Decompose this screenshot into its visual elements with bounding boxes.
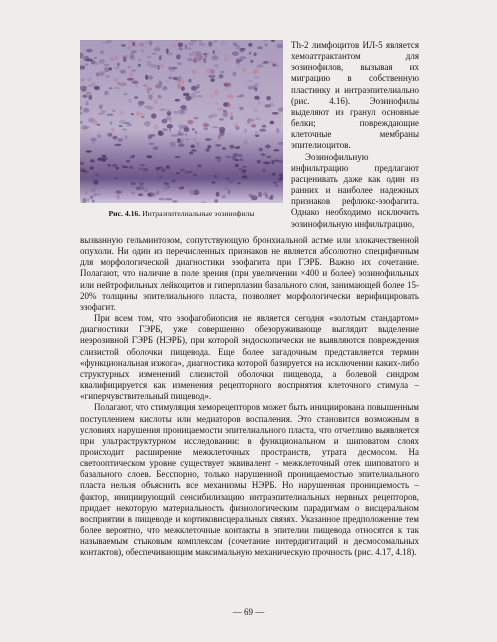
paragraph: Th-2 лимфоцитов ИЛ-5 является хемоаттрактантом для эозинофилов, вызывая их миграцию в собственную пластинку и интраэпителиально (рис. 4.16). Эозинофилы выделяют из гранул основные белки; повреждающие клеточные мембраны эпителиоцитов.: [291, 40, 419, 151]
paragraph: При всем том, что эзофагобиопсия не является сегодня «золотым стандартом» диагностики ГЭРБ, уже совершенно обезоруживающе выглядит выделение неэрозивной ГЭРБ (НЭРБ), при которой эндоскопически не выявляются повреждения слизистой оболочки пищевода. Еще более загадочным представляется термин «функциональная изжога», диагностика которой базируется на исключении каких-либо структурных изменений слизистой оболочки пищевода, а болевой синдром квалифицируется как изменения рецепторного восприятия клеточного стимула – «гиперчувствительный пищевод».: [80, 313, 419, 402]
paragraph: вызванную гельминтозом, сопутствующую бронхиальной астме или злокачественной опухоли. Ни один из перечисленных признаков не является абсолютно специфичным для морфологической диагностики эзофагита при ГЭРБ. Важно их сочетание. Полагают, что наличие в поле зрения (при увеличении ×400 и более) эозинофильных или нейтрофильных лейкоцитов и гиперплазии базального слоя, занимающей более 15-20% толщины эпителиального пласта, позволяет морфологически верифицировать эзофагит.: [80, 235, 419, 312]
page-number: — 69 —: [232, 607, 265, 617]
right-column-text: [291, 40, 419, 230]
figure-caption: [80, 209, 283, 219]
micrograph-image: [80, 40, 283, 203]
caption-label: Рис. 4.16.: [108, 209, 141, 218]
caption-text: Интраэпителиальные эозинофилы: [140, 209, 255, 218]
paragraph: Полагают, что стимуляция хеморецепторов может быть инициирована повышенным поступлением кислоты или медиаторов воспаления. Это становится возможным в условиях нарушения проницаемости эпителиального пласта, что отчетливо выявляется при ультраструктурном исследовании: в функциональном и шиповатом слоях происходит расширение межклеточных пространств, утрата десмосом. На светооптическом уровне существует эквивалент - межклеточный отек шиповатого и базального слоев. Бесспорно, только нарушенной проницаемостью эпителиального пласта нельзя объяснить все механизмы НЭРБ. Но нарушенная проницаемость – фактор, инициирующий сенсибилизацию интраэпителиальных нервных рецепторов, придает некоторую материальность физиологическим парадигмам о висцеральном восприятии в пищеводе и кортиковисцеральных связях. Указанное предположение тем более вероятно, что межклеточные контакты в эпителии пищевода относятся к так называемым стыковым комплексам (сочетание интердигитаций и десмосомальных контактов), обеспечивающим максимальную механическую прочность (рис. 4.17, 4.18).: [80, 402, 419, 558]
paragraph: Эозинофильную инфильтрацию предлагают расценивать даже как один из ранних и наиболее надежных признаков рефлюкс-эзофагита. Однако необходимо исключить эозинофильную инфильтрацию,: [291, 151, 419, 229]
body-text: [80, 235, 419, 559]
histology-micrograph: [80, 40, 283, 203]
